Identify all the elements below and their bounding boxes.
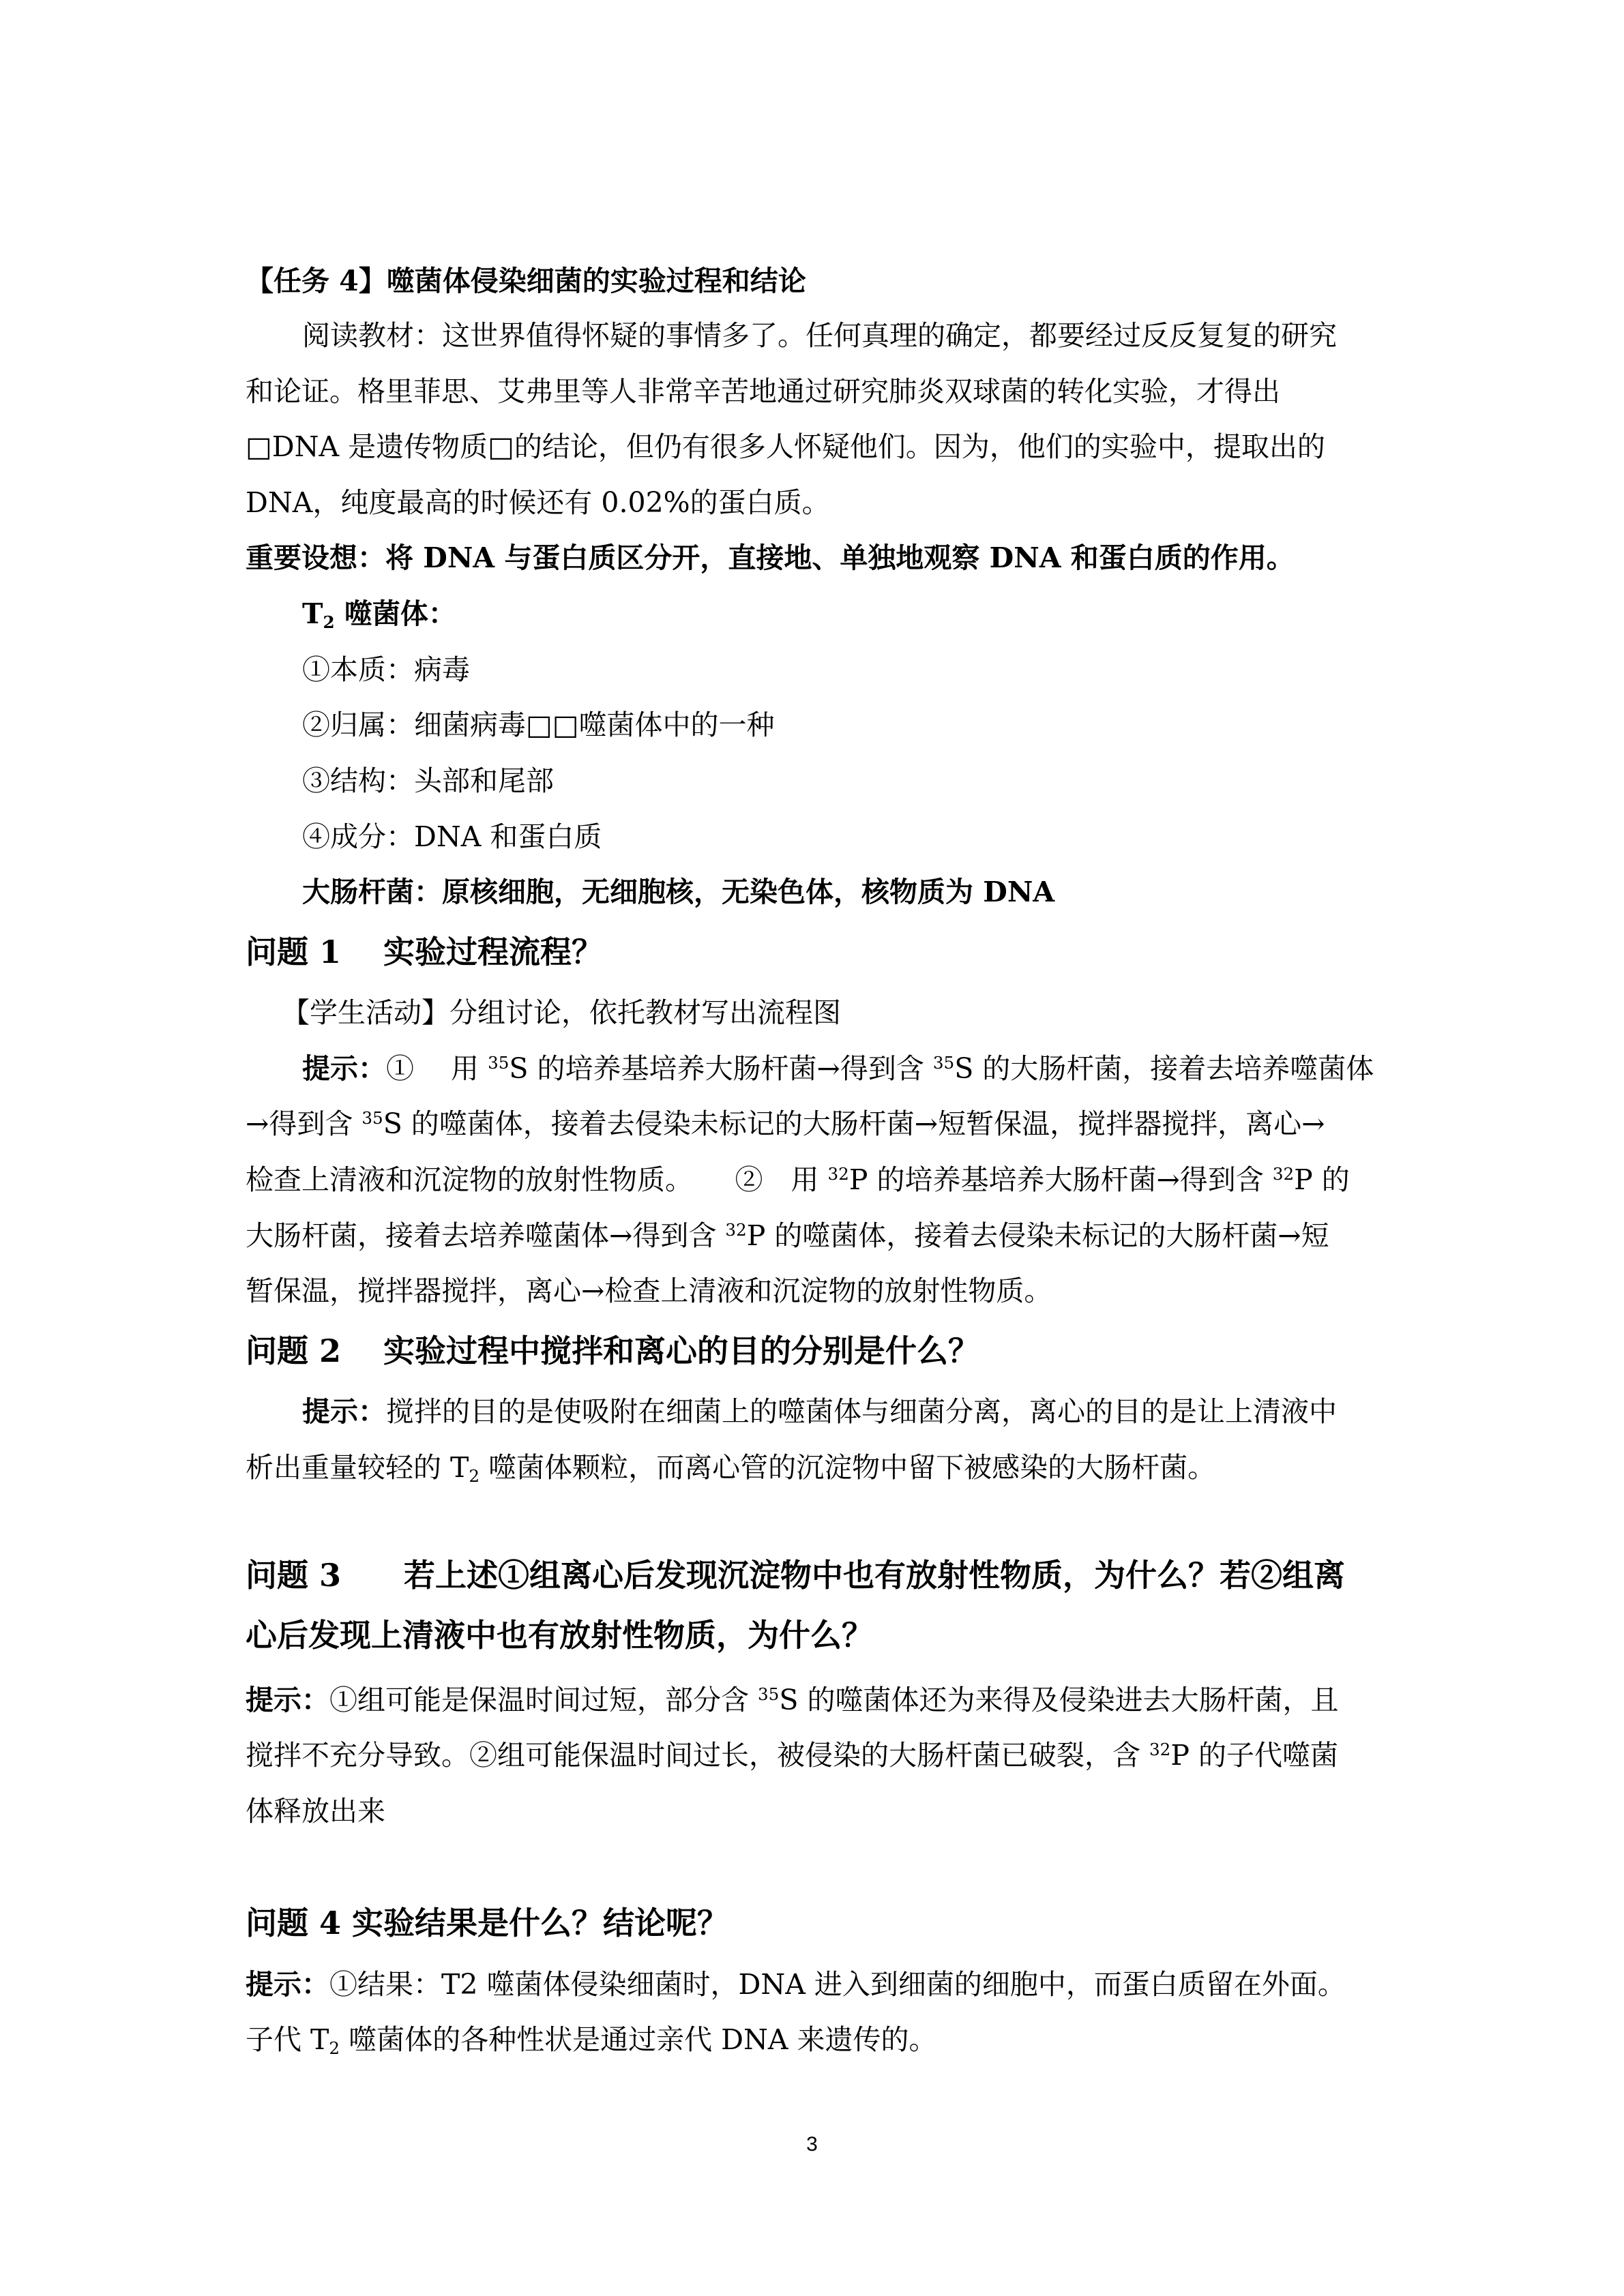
question-2-title: 问题 2 实验过程中搅拌和离心的目的分别是什么？ [246, 1332, 980, 1369]
q1-hint-line-5: 暂保温，搅拌器搅拌，离心→检查上清液和沉淀物的放射性物质。 [246, 1274, 1052, 1307]
q1-hint-line-2: →得到含 $^{35}$S 的噬菌体，接着去侵染未标记的大肠杆菌→短暂保温，搅拌器搅拌，离心→ [246, 1107, 1325, 1140]
ecoli-description: 大肠杆菌：原核细胞，无细胞核，无染色体，核物质为 DNA [302, 876, 1055, 908]
task-heading: 【任务 4】噬菌体侵染细菌的实验过程和结论 [246, 265, 806, 297]
reading-line-3: □DNA 是遗传物质□的结论，但仍有很多人怀疑他们。因为，他们的实验中，提取出的 [246, 430, 1325, 463]
student-activity: 【学生活动】分组讨论，依托教材写出流程图 [282, 996, 841, 1029]
phage-item-nature: ①本质：病毒 [302, 653, 470, 686]
hypothesis: 重要设想：将 DNA 与蛋白质区分开，直接地、单独地观察 DNA 和蛋白质的作用。 [246, 541, 1295, 574]
phage-item-category: ②归属：细菌病毒□□噬菌体中的一种 [302, 709, 775, 741]
question-3-title-line-1: 问题 3 若上述①组离心后发现沉淀物中也有放射性物质，为什么？若②组离 [246, 1557, 1346, 1594]
q4-hint-line-1: 提示：①结果：T2 噬菌体侵染细菌时，DNA 进入到细菌的细胞中，而蛋白质留在外面。 [246, 1968, 1346, 2001]
question-4-title: 问题 4 实验结果是什么？结论呢？ [246, 1905, 729, 1941]
q2-hint-line-2: 析出重量较轻的 $T_2$ 噬菌体颗粒，而离心管的沉淀物中留下被感染的大肠杆菌。 [246, 1451, 1216, 1487]
reading-line-4: DNA，纯度最高的时候还有 0.02%的蛋白质。 [246, 486, 830, 519]
q1-hint-line-4: 大肠杆菌，接着去培养噬菌体→得到含 $^{32}$P 的噬菌体，接着去侵染未标记的大肠杆菌→短 [246, 1219, 1329, 1252]
q4-hint-line-2: 子代 $T_2$ 噬菌体的各种性状是通过亲代 DNA 来遗传的。 [246, 2023, 937, 2059]
hint-label: 提示： [302, 1395, 386, 1428]
hint-label: 提示： [246, 1968, 329, 2001]
page-number: 3 [806, 2133, 818, 2156]
phage-item-structure: ③结构：头部和尾部 [302, 764, 554, 797]
q2-hint-line-1: 提示：搅拌的目的是使吸附在细菌上的噬菌体与细菌分离，离心的目的是让上清液中 [302, 1395, 1337, 1428]
reading-line-1: 阅读教材：这世界值得怀疑的事情多了。任何真理的确定，都要经过反反复复的研究 [302, 319, 1337, 352]
q1-hint-line-1: 提示：① 用 $^{35}$S 的培养基培养大肠杆菌→得到含 $^{35}$S 的大肠杆菌，接着去培养噬菌体 [302, 1052, 1374, 1085]
q1-hint-line-3: 检查上清液和沉淀物的放射性物质。 ② 用 $^{32}$P 的培养基培养大肠杆菌→得到含 $^{32}$P 的 [246, 1163, 1350, 1196]
phage-item-composition: ④成分：DNA 和蛋白质 [302, 820, 602, 853]
question-1-title: 问题 1 实验过程流程？ [246, 934, 604, 970]
q3-hint-line-3: 体释放出来 [246, 1795, 385, 1828]
reading-line-2: 和论证。格里菲思、艾弗里等人非常辛苦地通过研究肺炎双球菌的转化实验，才得出 [246, 375, 1280, 408]
q3-hint-line-1: 提示：①组可能是保温时间过短，部分含 $^{35}$S 的噬菌体还为来得及侵染进去大肠杆菌，且 [246, 1684, 1339, 1716]
phage-title: $T_2$ 噬菌体： [302, 597, 456, 633]
q3-hint-line-2: 搅拌不充分导致。②组可能保温时间过长，被侵染的大肠杆菌已破裂，含 $^{32}$P 的子代噬菌 [246, 1739, 1338, 1772]
hint-label: 提示： [302, 1052, 386, 1085]
question-3-title-line-2: 心后发现上清液中也有放射性物质，为什么？ [246, 1617, 873, 1654]
hint-label: 提示： [246, 1684, 329, 1716]
